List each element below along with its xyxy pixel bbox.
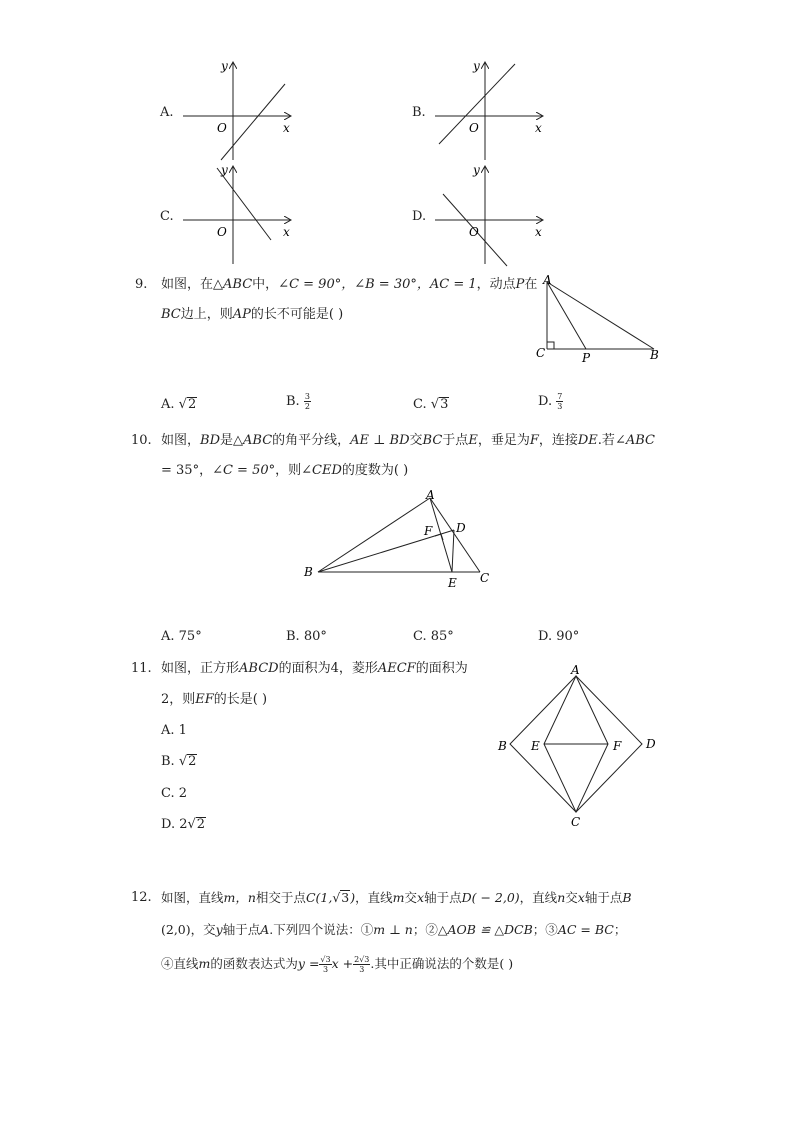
label-c: C [536, 346, 546, 360]
label-a: A [543, 273, 552, 287]
q8-graph-b [427, 56, 552, 164]
text: ，直线 [355, 890, 393, 905]
text: 如图， [161, 433, 201, 448]
segment-ap [547, 282, 586, 349]
text: 轴于点 [584, 890, 623, 905]
circled-number: ② [425, 922, 438, 937]
origin-label: O [469, 121, 479, 135]
math: ∠C = 90°，∠B = 30°，AC = 1 [278, 277, 477, 292]
text: ，则 [275, 463, 302, 478]
right-angle-mark [547, 342, 554, 349]
radicand: 3 [440, 397, 449, 412]
math: DE [577, 433, 598, 448]
numerator: 7 [557, 392, 563, 401]
graph-line [221, 84, 285, 160]
label-b: B [304, 565, 313, 579]
math: ) [350, 890, 356, 905]
q9-figure [530, 270, 670, 370]
fraction [319, 955, 331, 974]
x-axis-label: x [283, 225, 290, 239]
fraction [556, 392, 563, 411]
q8-graph-a [175, 56, 300, 164]
question-text-line2 [161, 691, 267, 709]
origin-label: O [217, 121, 227, 135]
radicand: 2 [196, 817, 206, 832]
denominator: 2 [304, 402, 310, 411]
option-c[interactable]: C. 2 [161, 786, 188, 801]
math: ABCD [239, 661, 279, 676]
segment-ba [318, 498, 430, 572]
math: AE ⊥ BD [350, 433, 410, 448]
text: 的长不可能是( ) [250, 307, 344, 322]
math: C(1, [305, 890, 333, 905]
text: ； [532, 922, 546, 937]
x-axis-label: x [283, 121, 290, 135]
label-f: F [424, 524, 433, 538]
option-label: B. [286, 394, 300, 409]
option-label: C. [413, 397, 427, 412]
label-d: D [456, 521, 466, 535]
label-f: F [613, 739, 622, 753]
text: ，动点 [476, 277, 516, 292]
text: 如图，在 [161, 277, 214, 292]
question-text-line1 [161, 889, 632, 907]
option-d[interactable] [161, 816, 206, 834]
text: 的面积为4，菱形 [278, 661, 378, 676]
question-text-line1 [161, 660, 468, 678]
text: ，直线 [519, 890, 558, 905]
q8-option-b-label: B. [412, 105, 426, 120]
option-label: D. [538, 394, 553, 409]
question-text-line2 [161, 462, 408, 480]
q8-option-c-label: C. [160, 209, 174, 224]
q8-graph-d [427, 160, 552, 268]
math: m [392, 890, 405, 905]
math: F [529, 433, 539, 448]
radicand: 2 [187, 397, 197, 412]
math: x [577, 890, 585, 905]
math: ABC [243, 433, 273, 448]
option-b[interactable]: B. 80° [286, 629, 327, 644]
option-label: B. [161, 754, 175, 769]
sqrt-expression: √2 [187, 817, 206, 832]
label-p: P [582, 351, 591, 365]
math: m ⊥ n [373, 922, 413, 937]
text: 轴于点 [424, 890, 462, 905]
text: 的角平分线， [272, 433, 351, 448]
text: 轴于点 [222, 922, 261, 937]
circled-number: ① [360, 922, 374, 937]
text: 交 [404, 890, 418, 905]
circled-number: ③ [545, 922, 558, 937]
label-b: B [498, 739, 507, 753]
question-number: 10. [131, 433, 152, 448]
x-axis-label: x [535, 121, 542, 135]
question-number: 12. [131, 890, 152, 905]
math: BC [161, 307, 181, 322]
text: .下列四个说法： [269, 922, 361, 937]
option-label: D. 2 [161, 817, 188, 832]
text: 的面积为 [415, 661, 468, 676]
text: 是 [220, 433, 234, 448]
y-axis-label: y [221, 163, 228, 177]
option-b[interactable] [286, 392, 311, 411]
math: AC = BC [557, 922, 614, 937]
option-label: A. [161, 397, 175, 412]
label-e: E [531, 739, 540, 753]
math: △AOB ≌ △DCB [437, 922, 533, 937]
text: 2，则 [161, 692, 196, 707]
text: = 35°， [161, 463, 213, 478]
math: BC [422, 433, 443, 448]
radicand: 2 [188, 754, 197, 769]
text: 交 [565, 890, 578, 905]
text: 相交于点 [255, 890, 306, 905]
option-b[interactable] [161, 753, 197, 771]
origin-label: O [217, 225, 227, 239]
sqrt-expression: √3 [332, 890, 350, 905]
sqrt-expression: √2 [178, 397, 197, 412]
text: ； [613, 922, 627, 937]
text: .其中正确说法的个数是( ) [370, 956, 514, 971]
math: ABC [223, 277, 253, 292]
text: 中， [252, 277, 279, 292]
circled-number: ④ [161, 956, 174, 971]
math: B [622, 890, 632, 905]
label-a: A [426, 488, 435, 502]
math: BD [200, 433, 220, 448]
question-number: 11. [131, 661, 152, 676]
label-d: D [646, 737, 656, 751]
label-c: C [571, 815, 581, 829]
question-number: 9. [135, 277, 148, 292]
question-text-line1 [161, 432, 655, 450]
text: ； [412, 922, 426, 937]
math: A [260, 922, 270, 937]
math: EF [195, 692, 214, 707]
option-d[interactable] [538, 392, 563, 411]
text: 的度数为( ) [341, 463, 409, 478]
math: ∠CED [301, 463, 342, 478]
x-axis-label: x [535, 225, 542, 239]
text: ，连接 [538, 433, 578, 448]
math: ∠C = 50° [212, 463, 276, 478]
math: AP [232, 307, 251, 322]
question-text-line2 [161, 921, 626, 939]
option-a[interactable]: A. 1 [161, 723, 187, 738]
label-b: B [650, 348, 659, 362]
math: x [417, 890, 425, 905]
math: ∠ABC [614, 433, 655, 448]
question-text-line1 [161, 276, 537, 294]
sqrt-expression: √3 [430, 397, 449, 412]
triangle-symbol: △ [233, 433, 244, 448]
text: 如图，正方形 [161, 661, 240, 676]
text: 于点 [442, 433, 469, 448]
question-text-line2 [161, 306, 343, 324]
radicand: 3 [341, 890, 350, 905]
numerator: 2√3 [354, 955, 370, 964]
text: 如图，直线 [161, 890, 224, 905]
math: m [198, 956, 211, 971]
segment-ab [547, 282, 654, 349]
fraction [304, 392, 311, 411]
text: .若 [597, 433, 615, 448]
math: E [468, 433, 478, 448]
text: ，垂足为 [477, 433, 530, 448]
text: 在 [524, 277, 538, 292]
denominator: 3 [359, 965, 365, 974]
segment-de [452, 530, 454, 572]
math: x + [331, 956, 354, 971]
text: 直线 [173, 956, 199, 971]
denominator: 3 [322, 965, 329, 974]
option-c[interactable] [413, 396, 449, 414]
text: 的长是( ) [213, 692, 268, 707]
y-axis-label: y [473, 59, 480, 73]
denominator: 3 [557, 402, 563, 411]
math: m，n [223, 890, 256, 905]
math: D( − 2,0) [461, 890, 520, 905]
fraction [353, 955, 370, 974]
q8-graph-c [175, 160, 300, 268]
segment-bd [318, 530, 454, 572]
label-e: E [448, 576, 457, 590]
math: n [557, 890, 566, 905]
math: AECF [377, 661, 416, 676]
sqrt-expression: √2 [178, 754, 197, 769]
text: (2,0)，交 [161, 922, 216, 937]
q11-figure [494, 662, 664, 832]
option-a[interactable] [161, 396, 197, 414]
text: 的函数表达式为 [210, 956, 298, 971]
option-c[interactable]: C. 85° [413, 629, 454, 644]
numerator: √3 [320, 955, 331, 964]
math: y = [297, 956, 320, 971]
text: 边上，则 [180, 307, 233, 322]
q10-figure [296, 484, 506, 594]
math: y [215, 922, 223, 937]
q8-option-a-label: A. [160, 105, 174, 120]
numerator: 3 [304, 392, 310, 401]
text: 交 [409, 433, 423, 448]
label-c: C [480, 571, 490, 585]
q8-option-d-label: D. [412, 209, 427, 224]
y-axis-label: y [473, 163, 480, 177]
origin-label: O [469, 225, 479, 239]
y-axis-label: y [221, 59, 228, 73]
math: P [515, 277, 525, 292]
question-text-line3 [161, 955, 513, 974]
option-d[interactable]: D. 90° [538, 629, 580, 644]
label-a: A [571, 663, 580, 677]
option-a[interactable]: A. 75° [161, 629, 202, 644]
triangle-symbol: △ [213, 277, 224, 292]
